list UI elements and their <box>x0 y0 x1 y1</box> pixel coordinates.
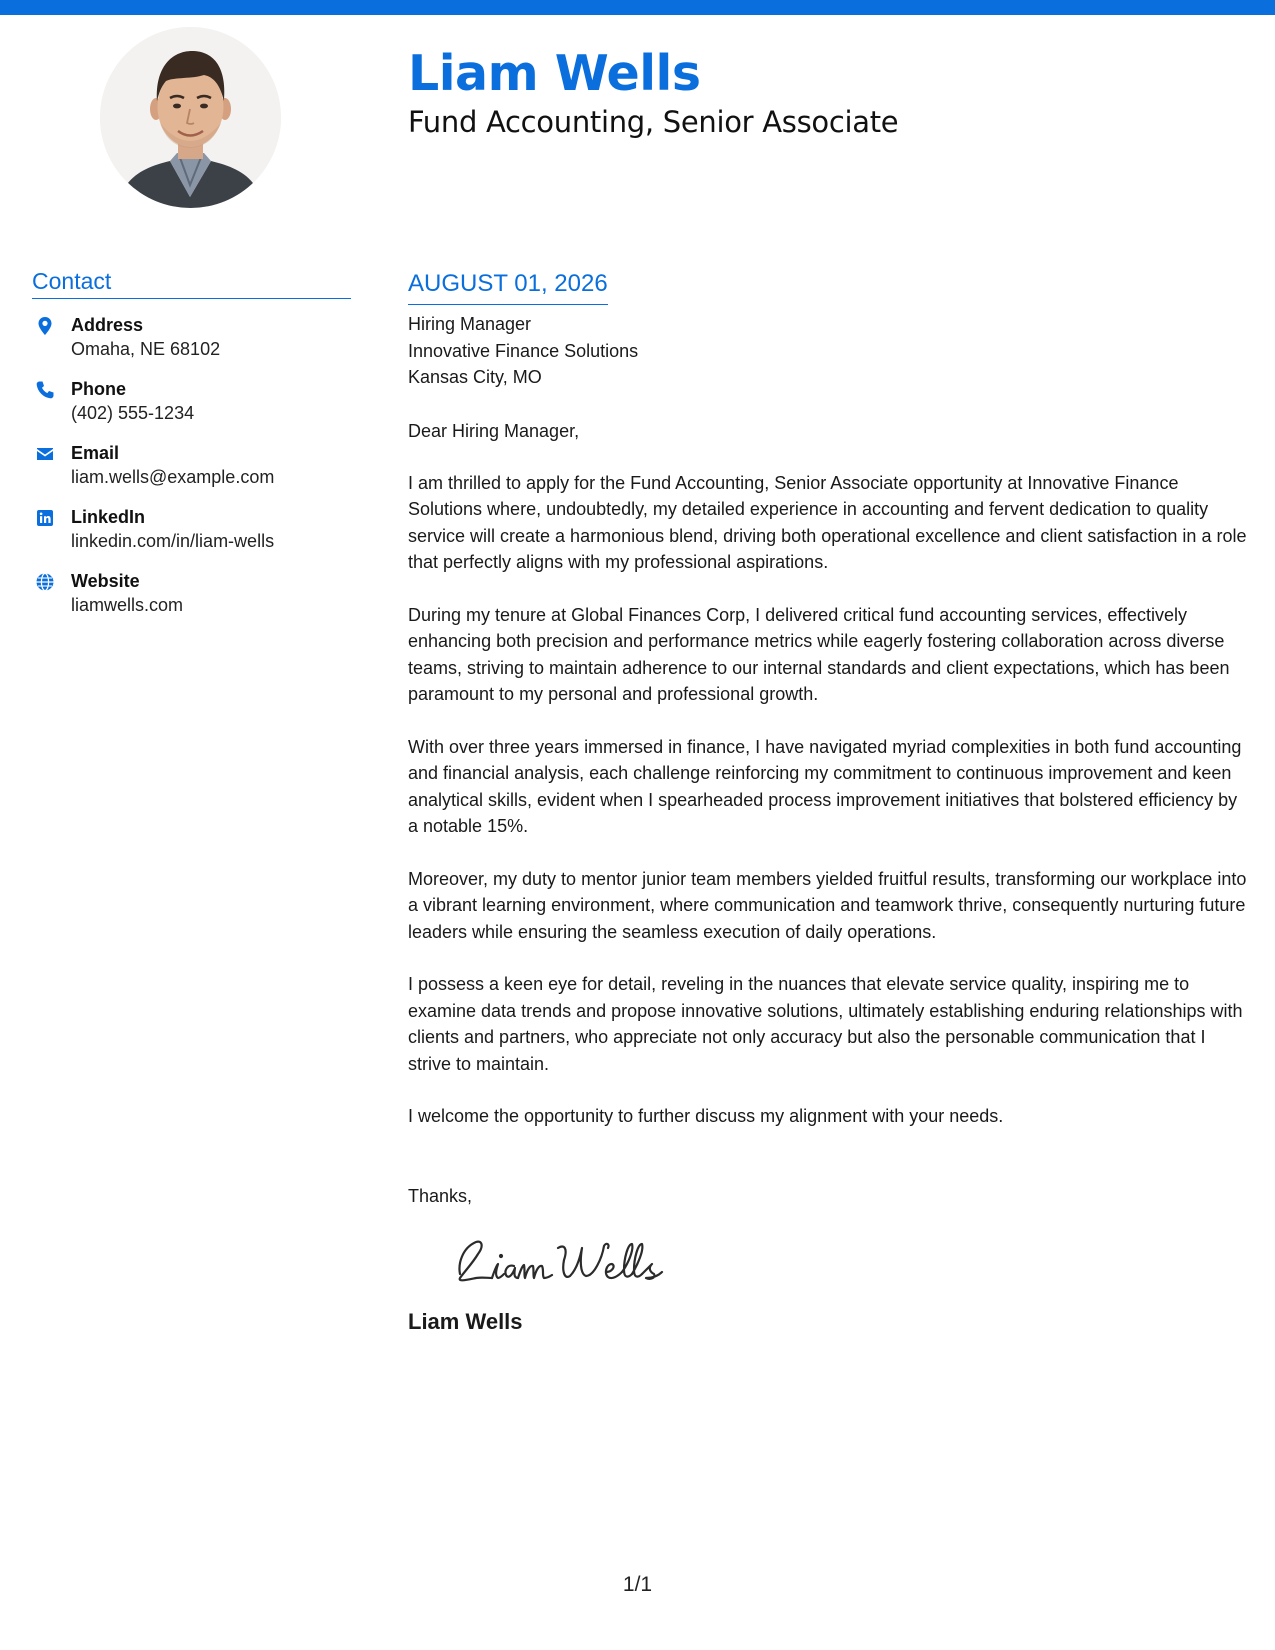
recipient-company: Innovative Finance Solutions <box>408 340 639 361</box>
contact-item-email <box>32 441 351 505</box>
contact-item-address <box>32 313 351 377</box>
email-value[interactable]: liam.wells@example.com <box>71 467 275 487</box>
contact-label-website: Website <box>71 571 140 591</box>
website-value[interactable]: liamwells.com <box>71 595 184 615</box>
top-accent-bar <box>0 0 1275 15</box>
paragraph-intro: I am thrilled to apply for the Fund Accounting, Senior Associate opportunity at Innovative Finance Solutions where, undoubtedly, my detailed experience in accounting and fervent dedication to quality service will create a harmonious blend, driving both operational excellence and client satisfaction in a role that perfectly aligns with my professional aspirations. <box>408 472 1247 572</box>
letter-body <box>408 266 1250 1338</box>
contact-label-phone: Phone <box>71 379 127 399</box>
paragraph-closing: I welcome the opportunity to further discuss my alignment with your needs. <box>408 1106 1004 1126</box>
job-title: Fund Accounting, Senior Associate <box>408 105 899 139</box>
paragraph-skills: With over three years immersed in finance, I have navigated myriad complexities in both fund accounting and financial analysis, each challenge reinforcing my commitment to continuous improvement and keen analytical skills, evident when I spearheaded process improvement initiatives that bolstered efficiency by a notable 15%. <box>408 736 1242 836</box>
linkedin-value[interactable]: linkedin.com/in/liam-wells <box>71 531 275 551</box>
address-value: Omaha, NE 68102 <box>71 339 221 359</box>
contact-item-phone <box>32 377 351 441</box>
linkedin-icon <box>35 508 55 528</box>
paragraph-mentoring: Moreover, my duty to mentor junior team members yielded fruitful results, transforming our workplace into a vibrant learning environment, where communication and teamwork thrive, consequently nurturing future leaders while ensuring the seamless execution of daily operations. <box>408 868 1247 942</box>
contact-item-linkedin <box>32 505 351 569</box>
signature-image <box>446 1234 706 1292</box>
applicant-name: Liam Wells <box>408 45 701 102</box>
globe-icon <box>35 572 55 592</box>
phone-value: (402) 555-1234 <box>71 403 195 423</box>
closing-phrase: Thanks, <box>408 1185 473 1206</box>
salutation: Dear Hiring Manager, <box>408 420 580 441</box>
contact-list <box>32 313 351 633</box>
contact-heading: Contact <box>32 266 351 299</box>
contact-label-address: Address <box>71 315 144 335</box>
contact-section <box>32 266 351 633</box>
recipient-role: Hiring Manager <box>408 314 532 334</box>
page-number: 1/1 <box>622 1573 653 1596</box>
date-container <box>408 266 1250 311</box>
email-icon <box>35 444 55 464</box>
location-pin-icon <box>35 316 55 336</box>
phone-icon <box>35 380 55 400</box>
profile-photo <box>100 27 281 208</box>
paragraph-experience: During my tenure at Global Finances Corp, I delivered critical fund accounting services, effectively enhancing both precision and performance metrics while eagerly fostering collaboration across diverse teams, striving to maintain adherence to our internal standards and client expectations, which has been paramount to my personal and professional growth. <box>408 604 1230 704</box>
signed-name: Liam Wells <box>408 1308 523 1334</box>
contact-item-website <box>32 569 351 633</box>
recipient-location: Kansas City, MO <box>408 367 542 387</box>
contact-label-email: Email <box>71 443 120 463</box>
letter-date: AUGUST 01, 2026 <box>408 266 608 305</box>
contact-label-linkedin: LinkedIn <box>71 507 146 527</box>
paragraph-detail: I possess a keen eye for detail, reveling in the nuances that elevate service quality, inspiring me to examine data trends and propose innovative solutions, ultimately establishing enduring relationships with clients and partners, who appreciate not only accuracy but also the personable communication that I strive to maintain. <box>408 974 1243 1074</box>
recipient-block <box>408 311 1250 391</box>
